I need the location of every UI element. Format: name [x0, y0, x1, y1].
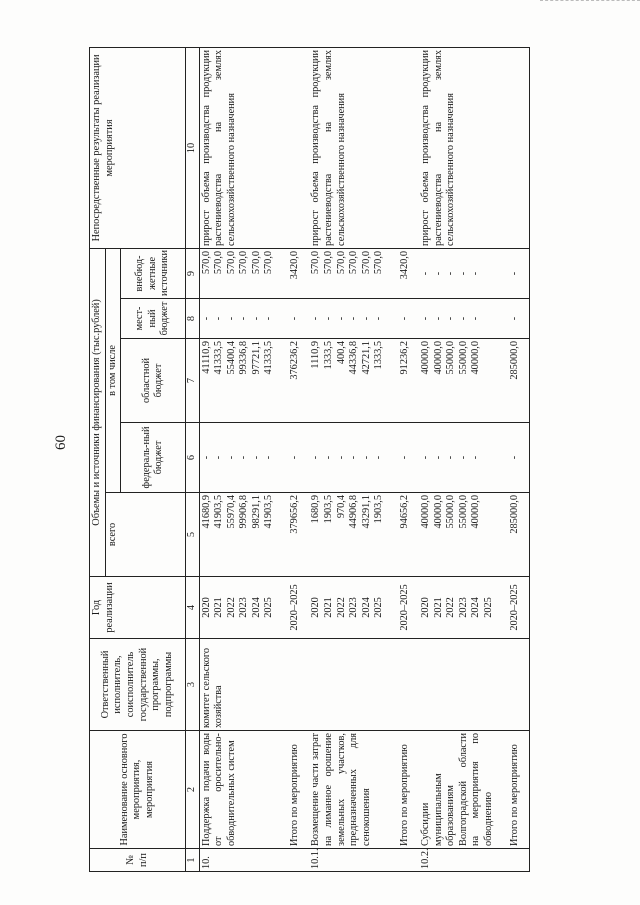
total-regional: 376236,2 — [277, 339, 310, 423]
header-year: Год реализации — [90, 577, 186, 639]
col-number: 3 — [186, 639, 200, 731]
total-local: - — [497, 299, 530, 339]
total-extra: 3420,0 — [387, 248, 420, 298]
extra-value: - — [445, 271, 457, 276]
result-text: прирост объема производства продукции растениеводства на землях сельскохозяйственного назначения — [419, 47, 496, 248]
total-extra: 3420,0 — [277, 248, 310, 298]
regional-value: 1333,5 — [323, 341, 335, 370]
federal-value: - — [310, 455, 322, 460]
local-value: - — [263, 316, 275, 321]
federal-value: - — [420, 455, 432, 460]
col-number: 10 — [186, 47, 200, 248]
federal-value: - — [238, 455, 250, 460]
extra-value: 570,0 — [213, 250, 225, 275]
local-value: - — [238, 316, 250, 321]
extra-values — [199, 248, 277, 298]
local-value: - — [225, 316, 237, 321]
regional-value: 44336,8 — [348, 341, 360, 375]
year-value: 2023 — [457, 597, 469, 618]
col-number: 8 — [186, 299, 200, 339]
local-value: - — [445, 316, 457, 321]
total-value: 40000,0 — [432, 495, 444, 529]
extra-value: 570,0 — [373, 250, 385, 275]
local-value: - — [213, 316, 225, 321]
local-value: - — [310, 316, 322, 321]
total-years: 2020–2025 — [277, 577, 310, 639]
col-number: 5 — [186, 493, 200, 577]
measure-name: Субсидии муниципальным образованиям Волгоградской области на мероприятия по обводнению — [419, 731, 496, 849]
section-10-total-row — [277, 47, 310, 871]
regional-value: 40000,0 — [432, 341, 444, 375]
header-results: Непосредственные результаты реализации мероприятия — [90, 47, 186, 248]
total-federal: - — [387, 423, 420, 493]
section-10-block — [199, 47, 277, 871]
rotated-table-wrapper — [89, 48, 609, 872]
total-value: 41903,5 — [213, 495, 225, 529]
section-10-1-total-row — [387, 47, 420, 871]
total-values — [309, 493, 386, 577]
total-label: Итого по мероприятию — [497, 731, 530, 849]
local-value: - — [420, 316, 432, 321]
federal-value: - — [373, 455, 385, 460]
years-cell — [419, 577, 496, 639]
executor — [419, 639, 496, 731]
federal-value: - — [250, 455, 262, 460]
local-value: - — [470, 316, 482, 321]
regional-values — [199, 339, 277, 423]
extra-value: 570,0 — [335, 250, 347, 275]
year-value: 2024 — [250, 597, 262, 618]
total-years: 2020–2025 — [387, 577, 420, 639]
federal-values — [199, 423, 277, 493]
total-local: - — [277, 299, 310, 339]
local-value: - — [200, 316, 212, 321]
federal-values — [419, 423, 496, 493]
total-value: 40000,0 — [470, 495, 482, 529]
year-value: 2022 — [445, 597, 457, 618]
year-value: 2024 — [360, 597, 372, 618]
regional-value: 40000,0 — [470, 341, 482, 375]
year-value: 2020 — [200, 597, 212, 618]
funding-table — [89, 47, 530, 872]
total-value: 55000,0 — [457, 495, 469, 529]
total-label: Итого по мероприятию — [387, 731, 420, 849]
regional-values — [419, 339, 496, 423]
federal-value: - — [457, 455, 469, 460]
local-value: - — [250, 316, 262, 321]
federal-value: - — [432, 455, 444, 460]
year-value: 2021 — [323, 597, 335, 618]
section-10-2-total-row — [497, 47, 530, 871]
regional-value: 1110,9 — [310, 341, 322, 369]
local-values — [419, 299, 496, 339]
result-text: прирост объема производства продукции растениеводства на землях сельскохозяйственного назначения — [199, 47, 277, 248]
page-number: 60 — [53, 435, 69, 450]
col-number: 9 — [186, 248, 200, 298]
total-value: 970,4 — [335, 495, 347, 519]
total-years: 2020–2025 — [497, 577, 530, 639]
col-number: 1 — [186, 849, 200, 872]
federal-value: - — [225, 455, 237, 460]
local-value: - — [335, 316, 347, 321]
measure-name: Возмещение части затрат на лиманное орошение земельных участков, предназначенных для сенокошения — [309, 731, 386, 849]
total-value: 1680,9 — [310, 495, 322, 524]
section-10-1-block — [309, 47, 386, 871]
extra-value: 570,0 — [238, 250, 250, 275]
federal-values — [309, 423, 386, 493]
extra-value: 570,0 — [250, 250, 262, 275]
local-values — [199, 299, 277, 339]
total-value: 55970,4 — [225, 495, 237, 529]
extra-value: 570,0 — [200, 250, 212, 275]
regional-value: 400,4 — [335, 341, 347, 365]
header-incl: в том числе — [105, 248, 121, 492]
total-local: - — [387, 299, 420, 339]
federal-value: - — [348, 455, 360, 460]
local-value: - — [348, 316, 360, 321]
total-value: 43291,1 — [360, 495, 372, 529]
total-extra: - — [497, 248, 530, 298]
years-cell — [199, 577, 277, 639]
federal-value: - — [470, 455, 482, 460]
header-extra: внебюд-жетные источники — [121, 248, 186, 298]
result-text: прирост объема производства продукции растениеводства на землях сельскохозяйственного назначения — [309, 47, 386, 248]
extra-value: 570,0 — [263, 250, 275, 275]
total-label: Итого по мероприятию — [277, 731, 310, 849]
year-value: 2024 — [470, 597, 482, 618]
federal-value: - — [360, 455, 372, 460]
total-value: 41903,5 — [263, 495, 275, 529]
total-value: 1903,5 — [323, 495, 335, 524]
year-value: 2023 — [238, 597, 250, 618]
total-regional: 285000,0 — [497, 339, 530, 423]
regional-value: 41333,5 — [263, 341, 275, 375]
measure-name: Поддержка подачи воды от оросительно-обводнительных систем — [199, 731, 277, 849]
header-no: № п/п — [90, 849, 186, 872]
year-value: 2021 — [432, 597, 444, 618]
year-value: 2025 — [263, 597, 275, 618]
total-value: 44906,8 — [348, 495, 360, 529]
year-value: 2025 — [373, 597, 385, 618]
extra-value: - — [457, 271, 469, 276]
extra-value: - — [420, 271, 432, 276]
year-value: 2020 — [420, 597, 432, 618]
total-regional: 91236,2 — [387, 339, 420, 423]
header-executor: Ответственный исполнитель, соисполнитель государственной программы, подпрограммы — [90, 639, 186, 731]
total-federal: - — [277, 423, 310, 493]
extra-value: - — [470, 271, 482, 276]
executor: комитет сельского хозяйства — [199, 639, 277, 731]
total-value: 99906,8 — [238, 495, 250, 529]
total-values — [419, 493, 496, 577]
executor — [309, 639, 386, 731]
total-sum: 285000,0 — [497, 493, 530, 577]
section-10-2-block — [419, 47, 496, 871]
header-total: всего — [105, 493, 186, 577]
local-value: - — [360, 316, 372, 321]
extra-values — [309, 248, 386, 298]
federal-value: - — [263, 455, 275, 460]
year-value: 2023 — [348, 597, 360, 618]
regional-value: 97721,1 — [250, 341, 262, 375]
col-number: 2 — [186, 731, 200, 849]
header-regional: областной бюджет — [121, 339, 186, 423]
total-value: 41680,9 — [200, 495, 212, 529]
years-cell — [309, 577, 386, 639]
total-value: 40000,0 — [420, 495, 432, 529]
local-value: - — [432, 316, 444, 321]
total-values — [199, 493, 277, 577]
year-value: 2022 — [225, 597, 237, 618]
extra-value: 570,0 — [323, 250, 335, 275]
section-number: 10.2. — [419, 849, 496, 872]
col-number: 6 — [186, 423, 200, 493]
section-number: 10.1. — [309, 849, 386, 872]
federal-value: - — [213, 455, 225, 460]
section-number: 10. — [199, 849, 277, 872]
total-value: 1903,5 — [373, 495, 385, 524]
extra-values — [419, 248, 496, 298]
total-sum: 94656,2 — [387, 493, 420, 577]
column-numbers-row — [186, 47, 200, 871]
extra-value: 570,0 — [310, 250, 322, 275]
extra-value: 570,0 — [225, 250, 237, 275]
federal-value: - — [323, 455, 335, 460]
total-federal: - — [497, 423, 530, 493]
regional-value: 41110,9 — [200, 341, 212, 374]
extra-value: 570,0 — [348, 250, 360, 275]
regional-value: 99336,8 — [238, 341, 250, 375]
regional-value: 55400,4 — [225, 341, 237, 375]
regional-value: 42721,1 — [360, 341, 372, 375]
regional-value: 55000,0 — [457, 341, 469, 375]
regional-values — [309, 339, 386, 423]
total-sum: 379656,2 — [277, 493, 310, 577]
regional-value: 55000,0 — [445, 341, 457, 375]
local-value: - — [373, 316, 385, 321]
header-name: Наименование основного мероприятия, мероприятия — [90, 731, 186, 849]
year-value: 2020 — [310, 597, 322, 618]
scan-edge — [540, 0, 640, 2]
header-finance: Объемы и источники финансирования (тыс.рублей) — [90, 248, 106, 576]
year-value: 2021 — [213, 597, 225, 618]
extra-value: 570,0 — [360, 250, 372, 275]
total-value: 98291,1 — [250, 495, 262, 529]
local-value: - — [457, 316, 469, 321]
col-number: 4 — [186, 577, 200, 639]
regional-value: 40000,0 — [420, 341, 432, 375]
local-value: - — [323, 316, 335, 321]
regional-value: 41333,5 — [213, 341, 225, 375]
federal-value: - — [335, 455, 347, 460]
header-federal: федераль-ный бюджет — [121, 423, 186, 493]
extra-value: - — [432, 271, 444, 276]
federal-value: - — [445, 455, 457, 460]
regional-value: 1333,5 — [373, 341, 385, 370]
year-value: 2025 — [483, 597, 495, 618]
total-value: 55000,0 — [445, 495, 457, 529]
col-number: 7 — [186, 339, 200, 423]
local-values — [309, 299, 386, 339]
header-local: мест-ный бюджет — [121, 299, 186, 339]
federal-value: - — [200, 455, 212, 460]
year-value: 2022 — [335, 597, 347, 618]
